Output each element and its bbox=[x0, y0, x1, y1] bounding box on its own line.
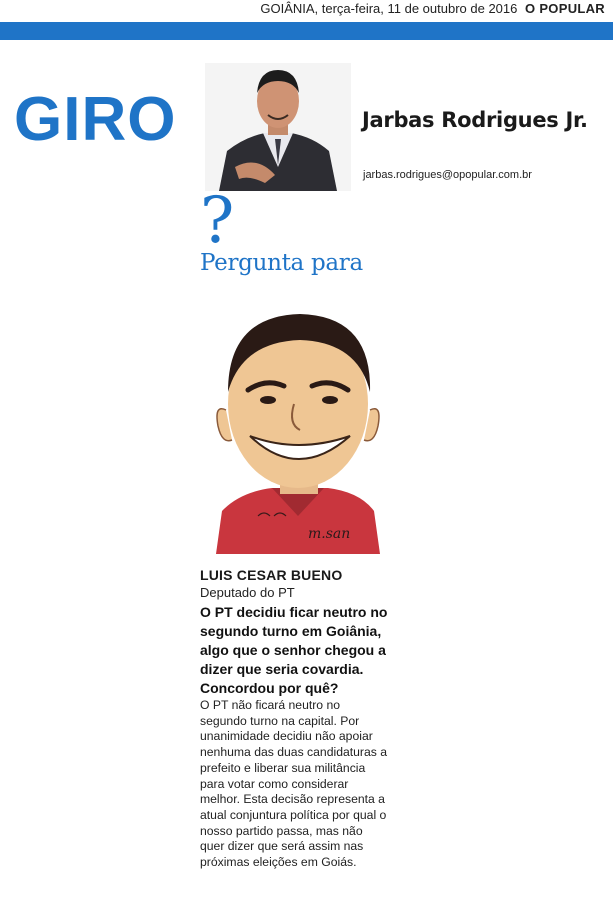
dateline-bar bbox=[0, 0, 613, 20]
author-name: Jarbas Rodrigues Jr. bbox=[362, 108, 588, 132]
caricature-illustration bbox=[210, 306, 385, 554]
interview-answer: O PT não ficará neutro no segundo turno na capital. Por unanimidade decidiu não apoiar nenhuma das duas candidaturas a prefeito e liberar sua militância para votar como considerar melhor. Esta decisão representa a atual conjuntura política por qual o nosso partido passa, mas não quer dizer que será assim nas próximas eleições em Goiás. bbox=[200, 698, 388, 870]
caricature-signature: m.san bbox=[308, 526, 351, 542]
interviewee-name: LUIS CESAR BUENO bbox=[200, 567, 343, 583]
author-email[interactable]: jarbas.rodrigues@opopular.com.br bbox=[363, 169, 532, 181]
author-photo bbox=[205, 63, 351, 191]
section-title: GIRO bbox=[14, 85, 177, 154]
interviewee-role: Deputado do PT bbox=[200, 585, 295, 600]
question-mark-icon: ? bbox=[200, 184, 235, 258]
newspaper-brand: O POPULAR bbox=[525, 1, 605, 16]
accent-bar bbox=[0, 22, 613, 40]
dateline: GOIÂNIA, terça-feira, 11 de outubro de 2016 bbox=[260, 1, 518, 16]
interview-question: O PT decidiu ficar neutro no segundo turno em Goiânia, algo que o senhor chegou a dizer que seria covardia. Concordou por quê? bbox=[200, 604, 388, 696]
feature-label: Pergunta para bbox=[200, 250, 363, 276]
